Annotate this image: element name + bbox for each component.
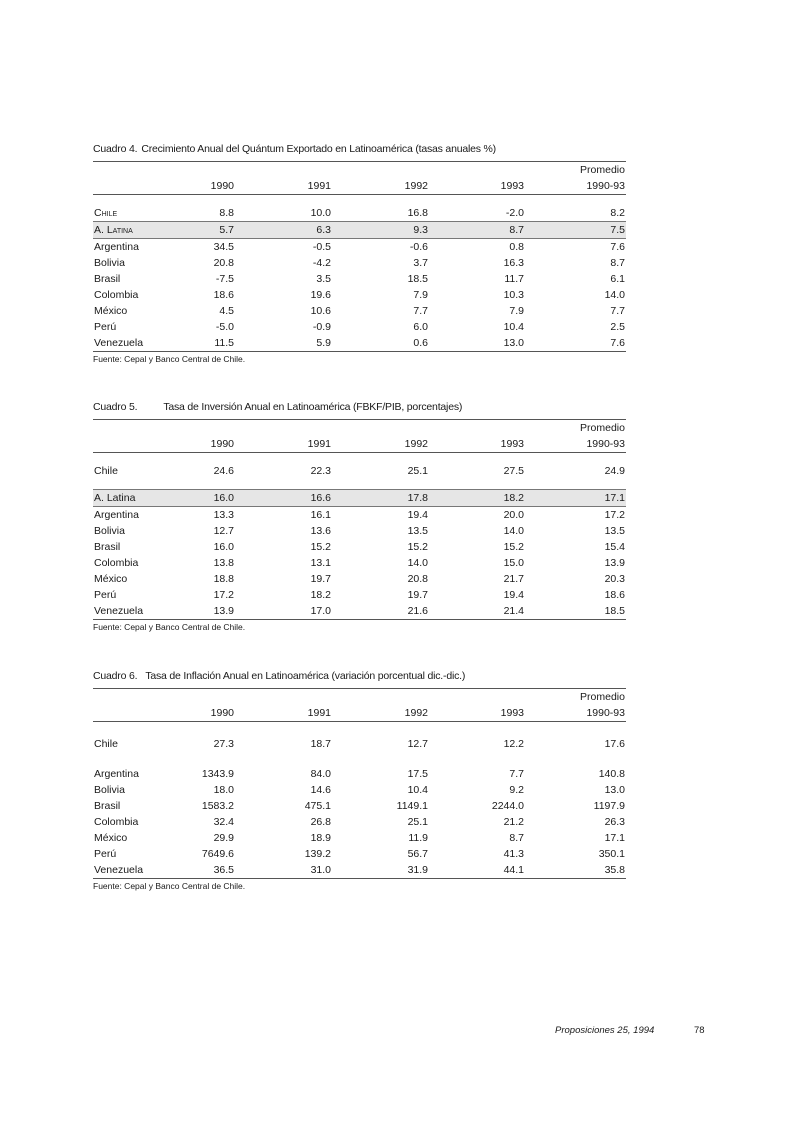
row-label: Venezuela: [93, 603, 178, 620]
column-header: 1990-93: [525, 436, 626, 453]
cell-value: 1583.2: [201, 800, 234, 812]
cell-value: 7649.6: [201, 848, 234, 860]
header-blank: [93, 178, 178, 195]
header-blank: [332, 689, 429, 706]
cell-value: 6.3: [235, 222, 332, 239]
cell-value: 13.1: [310, 557, 331, 569]
cell-value: 16.0: [213, 541, 234, 553]
cell-value: 19.4: [407, 509, 428, 521]
header-blank: [93, 689, 178, 706]
cell-value: 3.7: [413, 257, 428, 269]
table-5-caption: [93, 401, 626, 413]
row-label: Argentina: [94, 509, 139, 521]
header-blank: [429, 420, 525, 437]
summary-row: [93, 222, 626, 239]
cell-value: 2.5: [610, 321, 625, 333]
cell-value: 7.5: [525, 222, 626, 239]
row-label: México: [94, 832, 128, 844]
spacer-cell: [332, 722, 429, 737]
cell-value: 11.7: [504, 273, 524, 285]
cell-value: 24.6: [213, 465, 234, 477]
spacer-cell: [332, 479, 429, 490]
table-row: [93, 814, 626, 830]
column-header: 1993: [429, 436, 525, 453]
column-header: 1991: [235, 705, 332, 722]
row-label: Colombia: [94, 289, 139, 301]
cell-value: 21.4: [429, 603, 525, 620]
cell-value: 12.2: [503, 738, 524, 750]
cell-value: 21.6: [332, 603, 429, 620]
table-row: [93, 766, 626, 782]
cell-value: 29.9: [213, 832, 234, 844]
cell-value: 24.9: [604, 465, 625, 477]
cell-value: 12.7: [213, 525, 234, 537]
header-blank: [235, 689, 332, 706]
cell-value: 140.8: [598, 768, 625, 780]
spacer-cell: [332, 752, 429, 766]
cell-value: 8.7: [610, 257, 625, 269]
header-blank: [235, 162, 332, 179]
header-blank: [178, 689, 235, 706]
cell-value: 12.7: [407, 738, 428, 750]
table-row: [93, 239, 626, 256]
cell-value: 14.0: [407, 557, 428, 569]
cell-value: 35.8: [525, 862, 626, 879]
column-header: 1990-93: [525, 178, 626, 195]
table-6-title: Tasa de Inflación Anual en Latinoamérica (variación porcentual dic.-dic.): [145, 670, 466, 682]
row-label: Bolivia: [94, 525, 125, 537]
column-header: 1992: [332, 178, 429, 195]
cell-value: 475.1: [304, 800, 331, 812]
table-row: [93, 782, 626, 798]
cell-value: 1343.9: [201, 768, 234, 780]
table-5: [93, 419, 626, 620]
cell-value: 10.4: [503, 321, 524, 333]
cell-value: 6.1: [610, 273, 625, 285]
row-label: A. Latina: [93, 490, 178, 507]
header-blank: [332, 162, 429, 179]
cell-value: 18.6: [604, 589, 625, 601]
table-row: [93, 846, 626, 862]
row-label: A. Latina: [93, 222, 178, 239]
cell-value: 5.9: [235, 335, 332, 352]
cell-value: 17.1: [525, 490, 626, 507]
spacer-cell: [178, 752, 235, 766]
table-row: [93, 571, 626, 587]
cell-value: 15.2: [407, 541, 428, 553]
table-row: [93, 523, 626, 539]
cell-value: -0.5: [312, 241, 331, 253]
summary-row: [93, 463, 626, 479]
column-header: 1990: [178, 178, 235, 195]
cell-value: 350.1: [598, 848, 625, 860]
cell-value: 15.2: [503, 541, 524, 553]
header-blank: [235, 420, 332, 437]
row-label: Perú: [94, 848, 117, 860]
cell-value: 13.5: [407, 525, 428, 537]
table-5-number: Cuadro 5.: [93, 401, 138, 413]
header-blank: [429, 162, 525, 179]
cell-value: 8.2: [525, 205, 626, 222]
header-row-years: [93, 705, 626, 722]
header-promedio: Promedio: [525, 420, 626, 437]
row-label: Venezuela: [93, 335, 178, 352]
cell-value: 7.9: [413, 289, 428, 301]
spacer-cell: [332, 195, 429, 206]
cell-value: 13.9: [178, 603, 235, 620]
cell-value: 7.7: [413, 305, 428, 317]
spacer-cell: [429, 479, 525, 490]
cell-value: 21.2: [503, 816, 524, 828]
column-header: 1991: [235, 436, 332, 453]
spacer-cell: [235, 479, 332, 490]
cell-value: 17.8: [332, 490, 429, 507]
spacer-row: [93, 195, 626, 206]
cell-value: 7.7: [610, 305, 625, 317]
row-label: Brasil: [94, 541, 121, 553]
cell-value: 32.4: [213, 816, 234, 828]
cell-value: 18.5: [407, 273, 428, 285]
cell-value: 16.3: [503, 257, 524, 269]
cell-value: 36.5: [178, 862, 235, 879]
table-row: [93, 587, 626, 603]
spacer-cell: [525, 479, 626, 490]
column-header: 1990-93: [525, 705, 626, 722]
table-5-block: [93, 401, 626, 632]
spacer-row: [93, 453, 626, 464]
cell-value: 19.7: [310, 573, 331, 585]
table-4-caption: [93, 143, 626, 155]
spacer-cell: [429, 453, 525, 464]
table-6-number: Cuadro 6.: [93, 670, 138, 682]
table-row: [93, 555, 626, 571]
cell-value: 10.0: [235, 205, 332, 222]
cell-value: 2244.0: [491, 800, 524, 812]
cell-value: 25.1: [407, 465, 428, 477]
cell-value: -7.5: [215, 273, 234, 285]
cell-value: 56.7: [407, 848, 428, 860]
summary-row: [93, 736, 626, 752]
column-header: 1993: [429, 178, 525, 195]
table-row: [93, 319, 626, 335]
table-4: [93, 161, 626, 352]
cell-value: 1197.9: [593, 800, 625, 812]
table-5-title: Tasa de Inversión Anual en Latinoamérica (FBKF/PIB, porcentajes): [163, 401, 463, 413]
header-blank: [93, 420, 178, 437]
cell-value: -0.6: [409, 241, 428, 253]
table-6: [93, 688, 626, 879]
column-header: 1993: [429, 705, 525, 722]
cell-value: 18.2: [429, 490, 525, 507]
spacer-cell: [235, 722, 332, 737]
spacer-cell: [332, 453, 429, 464]
cell-value: 18.6: [213, 289, 234, 301]
cell-value: 34.5: [213, 241, 234, 253]
table-row: [93, 255, 626, 271]
cell-value: 13.0: [429, 335, 525, 352]
header-row-top: [93, 162, 626, 179]
cell-value: -5.0: [215, 321, 234, 333]
spacer-cell: [235, 453, 332, 464]
cell-value: 15.0: [503, 557, 524, 569]
spacer-cell: [178, 453, 235, 464]
row-label: Bolivia: [94, 257, 125, 269]
cell-value: 20.0: [503, 509, 524, 521]
column-header: 1991: [235, 178, 332, 195]
header-blank: [332, 420, 429, 437]
summary-row: [93, 205, 626, 222]
cell-value: 18.8: [213, 573, 234, 585]
table-5-source: Fuente: Cepal y Banco Central de Chile.: [93, 622, 246, 632]
cell-value: 15.2: [310, 541, 331, 553]
spacer-cell: [235, 752, 332, 766]
header-row-years: [93, 436, 626, 453]
cell-value: 0.6: [332, 335, 429, 352]
table-row: [93, 603, 626, 620]
header-blank: [93, 705, 178, 722]
cell-value: 14.0: [604, 289, 625, 301]
spacer-cell: [525, 453, 626, 464]
cell-value: 31.9: [332, 862, 429, 879]
cell-value: 20.8: [213, 257, 234, 269]
spacer-cell: [93, 722, 178, 737]
cell-value: 6.0: [413, 321, 428, 333]
cell-value: 9.3: [332, 222, 429, 239]
cell-value: 19.6: [310, 289, 331, 301]
table-row: [93, 539, 626, 555]
cell-value: 18.7: [310, 738, 331, 750]
cell-value: 1149.1: [396, 800, 428, 812]
cell-value: 8.7: [509, 832, 524, 844]
column-header: 1992: [332, 705, 429, 722]
table-6-block: [93, 670, 626, 891]
cell-value: 19.7: [407, 589, 428, 601]
cell-value: 17.0: [235, 603, 332, 620]
cell-value: 5.7: [178, 222, 235, 239]
table-row: [93, 335, 626, 352]
header-row-top: [93, 689, 626, 706]
spacer-row: [93, 479, 626, 490]
cell-value: 11.9: [408, 832, 428, 844]
cell-value: 8.7: [429, 222, 525, 239]
header-blank: [93, 436, 178, 453]
column-header: 1990: [178, 705, 235, 722]
cell-value: 7.6: [525, 335, 626, 352]
table-row: [93, 303, 626, 319]
cell-value: 10.6: [310, 305, 331, 317]
cell-value: 13.6: [310, 525, 331, 537]
cell-value: 31.0: [235, 862, 332, 879]
spacer-cell: [93, 479, 178, 490]
cell-value: 19.4: [503, 589, 524, 601]
cell-value: 16.0: [178, 490, 235, 507]
row-label: Brasil: [94, 800, 121, 812]
header-promedio: Promedio: [525, 162, 626, 179]
cell-value: 17.2: [604, 509, 625, 521]
header-row-years: [93, 178, 626, 195]
page-number: 78: [694, 1025, 705, 1036]
row-label: Chile: [94, 465, 118, 477]
cell-value: 27.3: [213, 738, 234, 750]
summary-row: [93, 490, 626, 507]
row-label: Argentina: [94, 241, 139, 253]
row-label: Chile: [93, 205, 178, 222]
cell-value: 13.5: [604, 525, 625, 537]
row-label: Colombia: [94, 816, 139, 828]
table-4-number: Cuadro 4.: [93, 143, 138, 155]
table-6-source: Fuente: Cepal y Banco Central de Chile.: [93, 881, 246, 891]
row-label: México: [94, 305, 128, 317]
column-header: 1990: [178, 436, 235, 453]
cell-value: 16.8: [332, 205, 429, 222]
cell-value: -4.2: [312, 257, 331, 269]
cell-value: 9.2: [509, 784, 524, 796]
spacer-cell: [178, 195, 235, 206]
spacer-cell: [525, 722, 626, 737]
spacer-row: [93, 752, 626, 766]
cell-value: 11.5: [178, 335, 235, 352]
cell-value: 14.0: [503, 525, 524, 537]
table-row: [93, 798, 626, 814]
row-label: Perú: [94, 321, 117, 333]
cell-value: -0.9: [312, 321, 331, 333]
cell-value: 84.0: [310, 768, 331, 780]
cell-value: 18.2: [310, 589, 331, 601]
cell-value: 4.5: [219, 305, 234, 317]
spacer-cell: [525, 752, 626, 766]
table-4-block: [93, 143, 626, 364]
table-4-source: Fuente: Cepal y Banco Central de Chile.: [93, 354, 246, 364]
row-label: Argentina: [94, 768, 139, 780]
cell-value: 7.7: [509, 768, 524, 780]
cell-value: 26.8: [310, 816, 331, 828]
cell-value: 41.3: [503, 848, 524, 860]
cell-value: 18.0: [213, 784, 234, 796]
cell-value: 7.9: [509, 305, 524, 317]
cell-value: 27.5: [503, 465, 524, 477]
cell-value: 10.4: [407, 784, 428, 796]
cell-value: 44.1: [429, 862, 525, 879]
cell-value: 10.3: [503, 289, 524, 301]
cell-value: 14.6: [310, 784, 331, 796]
table-4-title: Crecimiento Anual del Quántum Exportado en Latinoamérica (tasas anuales %): [141, 143, 496, 155]
header-blank: [429, 689, 525, 706]
header-blank: [93, 162, 178, 179]
cell-value: 17.1: [604, 832, 625, 844]
cell-value: 21.7: [503, 573, 524, 585]
cell-value: 13.8: [213, 557, 234, 569]
spacer-cell: [93, 195, 178, 206]
cell-value: 22.3: [310, 465, 331, 477]
spacer-cell: [93, 752, 178, 766]
spacer-cell: [525, 195, 626, 206]
cell-value: 7.6: [610, 241, 625, 253]
spacer-cell: [429, 752, 525, 766]
table-row: [93, 507, 626, 524]
footer-journal: Proposiciones 25, 1994: [555, 1025, 655, 1036]
row-label: Perú: [94, 589, 117, 601]
header-blank: [178, 162, 235, 179]
spacer-cell: [178, 479, 235, 490]
row-label: Bolivia: [94, 784, 125, 796]
table-row: [93, 271, 626, 287]
cell-value: -2.0: [429, 205, 525, 222]
cell-value: 13.9: [604, 557, 625, 569]
cell-value: 20.8: [407, 573, 428, 585]
cell-value: 17.2: [213, 589, 234, 601]
spacer-cell: [429, 195, 525, 206]
cell-value: 26.3: [604, 816, 625, 828]
cell-value: 0.8: [509, 241, 524, 253]
row-label: México: [94, 573, 128, 585]
spacer-cell: [93, 453, 178, 464]
row-label: Brasil: [94, 273, 121, 285]
cell-value: 25.1: [407, 816, 428, 828]
cell-value: 13.0: [604, 784, 625, 796]
cell-value: 3.5: [316, 273, 331, 285]
cell-value: 18.5: [525, 603, 626, 620]
column-header: 1992: [332, 436, 429, 453]
spacer-cell: [429, 722, 525, 737]
header-blank: [178, 420, 235, 437]
cell-value: 16.6: [235, 490, 332, 507]
table-row: [93, 830, 626, 846]
cell-value: 8.8: [178, 205, 235, 222]
table-row: [93, 287, 626, 303]
table-6-caption: [93, 670, 626, 682]
cell-value: 17.6: [604, 738, 625, 750]
table-row: [93, 862, 626, 879]
cell-value: 13.3: [213, 509, 234, 521]
row-label: Colombia: [94, 557, 139, 569]
header-row-top: [93, 420, 626, 437]
row-label: Venezuela: [93, 862, 178, 879]
spacer-row: [93, 722, 626, 737]
cell-value: 20.3: [604, 573, 625, 585]
header-promedio: Promedio: [525, 689, 626, 706]
row-label: Chile: [94, 738, 118, 750]
cell-value: 15.4: [604, 541, 625, 553]
cell-value: 139.2: [304, 848, 331, 860]
spacer-cell: [235, 195, 332, 206]
spacer-cell: [178, 722, 235, 737]
cell-value: 17.5: [407, 768, 428, 780]
cell-value: 18.9: [310, 832, 331, 844]
cell-value: 16.1: [310, 509, 331, 521]
